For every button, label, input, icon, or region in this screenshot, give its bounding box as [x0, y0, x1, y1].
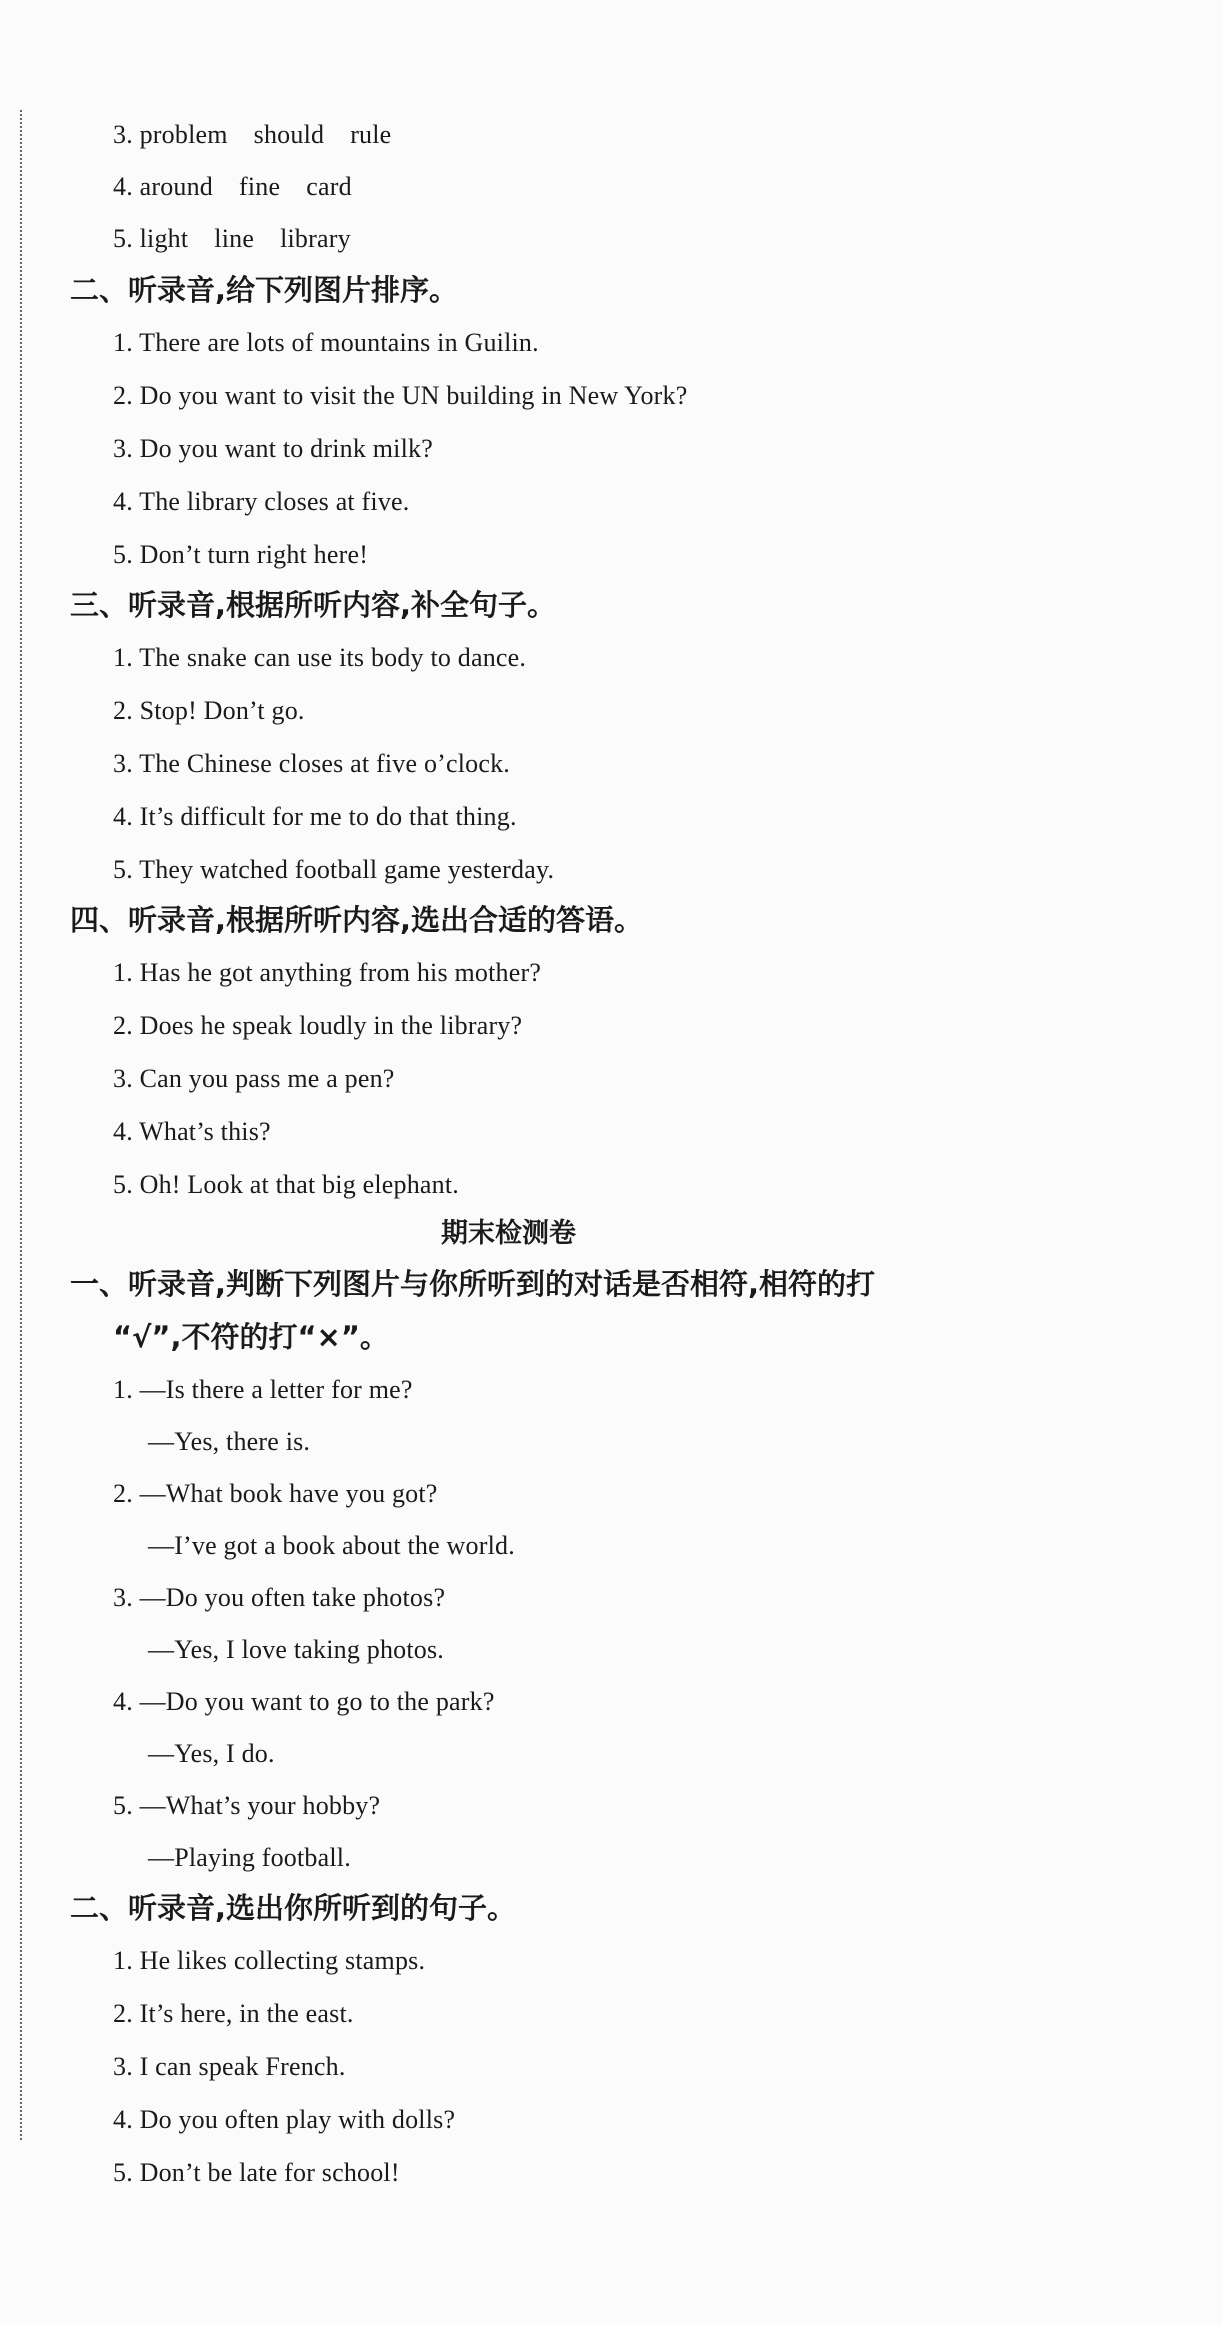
dialog-answer: —I’ve got a book about the world.: [148, 1531, 515, 1560]
dialog-question: 4. —Do you want to go to the park?: [113, 1687, 495, 1716]
list-item: 1. There are lots of mountains in Guilin.: [113, 328, 539, 357]
list-item: 1. He likes collecting stamps.: [113, 1946, 426, 1975]
section-heading: 一、听录音,判断下列图片与你所听到的对话是否相符,相符的打: [70, 1267, 876, 1301]
section-heading-continued: “√”,不符的打“×”。: [113, 1320, 389, 1354]
list-item: 3. The Chinese closes at five o’clock.: [113, 749, 511, 778]
list-item: 4. Do you often play with dolls?: [113, 2105, 456, 2134]
list-item: 5. Don’t turn right here!: [113, 540, 369, 569]
list-item: 5. Don’t be late for school!: [113, 2158, 400, 2187]
dialog-answer: —Yes, I do.: [148, 1739, 275, 1768]
dialog-question: 1. —Is there a letter for me?: [113, 1375, 413, 1404]
list-item: 4. It’s difficult for me to do that thing.: [113, 802, 517, 831]
list-item: 3. I can speak French.: [113, 2052, 346, 2081]
list-item: 5. Oh! Look at that big elephant.: [113, 1170, 459, 1199]
dialog-question: 2. —What book have you got?: [113, 1479, 438, 1508]
dialog-answer: —Playing football.: [148, 1843, 351, 1872]
dialog-answer: —Yes, I love taking photos.: [148, 1635, 444, 1664]
dialog-question: 5. —What’s your hobby?: [113, 1791, 381, 1820]
word-list-item: 5. light line library: [113, 224, 351, 253]
list-item: 3. Do you want to drink milk?: [113, 434, 433, 463]
list-item: 2. Do you want to visit the UN building in New York?: [113, 381, 688, 410]
list-item: 5. They watched football game yesterday.: [113, 855, 555, 884]
exam-title: 期末检测卷: [441, 1218, 576, 1249]
dialog-answer: —Yes, there is.: [148, 1427, 311, 1456]
dialog-question: 3. —Do you often take photos?: [113, 1583, 446, 1612]
list-item: 2. Does he speak loudly in the library?: [113, 1011, 523, 1040]
section-heading: 三、听录音,根据所听内容,补全句子。: [70, 588, 557, 622]
list-item: 1. Has he got anything from his mother?: [113, 958, 542, 987]
list-item: 4. What’s this?: [113, 1117, 271, 1146]
list-item: 3. Can you pass me a pen?: [113, 1064, 395, 1093]
word-list-item: 4. around fine card: [113, 172, 352, 201]
list-item: 1. The snake can use its body to dance.: [113, 643, 527, 672]
section-heading: 二、听录音,选出你所听到的句子。: [70, 1891, 517, 1925]
list-item: 2. It’s here, in the east.: [113, 1999, 354, 2028]
section-heading: 二、听录音,给下列图片排序。: [70, 273, 459, 307]
binding-margin-line: [20, 110, 22, 2140]
list-item: 4. The library closes at five.: [113, 487, 410, 516]
list-item: 2. Stop! Don’t go.: [113, 696, 305, 725]
section-heading: 四、听录音,根据所听内容,选出合适的答语。: [70, 903, 644, 937]
word-list-item: 3. problem should rule: [113, 120, 392, 149]
